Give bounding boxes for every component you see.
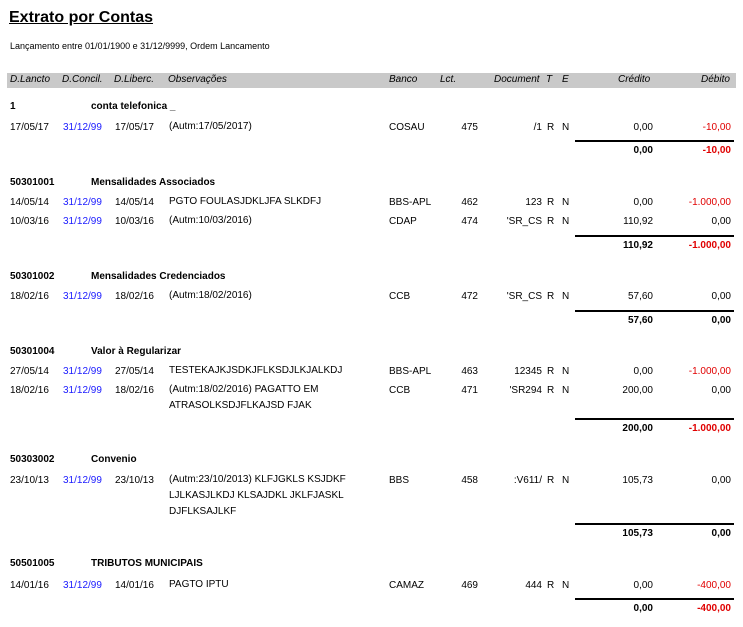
cell-t: R [547,580,555,591]
cell-t: R [547,197,555,208]
cell-concil: 31/12/99 [63,122,102,133]
cell-t: R [547,366,555,377]
cell-banco: BBS-APL [389,197,432,208]
account-total [575,523,734,539]
account-total [575,598,734,614]
report-title: Extrato por Contas [9,9,154,26]
cell-lancto: 23/10/13 [10,475,49,486]
account-name: Mensalidades Associados [91,177,216,188]
cell-liberc: 14/05/14 [115,197,154,208]
cell-lct: 474 [461,216,478,227]
account-group-heading [0,558,743,572]
cell-obs: (Autm:10/03/2016) [169,215,252,226]
total-credito: 105,73 [622,528,653,539]
cell-obs: (Autm:18/02/2016) [169,290,252,301]
cell-e: N [562,580,570,591]
cell-liberc: 14/01/16 [115,580,154,591]
cell-lct: 471 [461,385,478,396]
cell-document: :V611/ [513,475,542,486]
account-name: Valor à Regularizar [91,346,182,357]
cell-e: N [562,122,570,133]
cell-debito: 0,00 [711,216,731,227]
cell-debito: -1.000,00 [688,366,731,377]
col-lct: Lct. [440,74,457,85]
account-code: 50301002 [10,271,55,282]
cell-lancto: 14/01/16 [10,580,49,591]
cell-lct: 462 [461,197,478,208]
cell-banco: CDAP [389,216,417,227]
account-code: 1 [10,101,16,112]
account-code: 50301004 [10,346,55,357]
cell-document: 'SR_CS [506,216,542,227]
cell-t: R [547,475,555,486]
cell-debito: 0,00 [711,475,731,486]
cell-concil: 31/12/99 [63,475,102,486]
cell-banco: CCB [389,291,411,302]
cell-e: N [562,385,570,396]
cell-lancto: 27/05/14 [10,366,49,377]
account-name: TRIBUTOS MUNICIPAIS [91,558,203,569]
column-header-bar [7,73,736,88]
cell-lct: 469 [461,580,478,591]
cell-debito: 0,00 [711,291,731,302]
cell-credito: 200,00 [622,385,653,396]
col-t: T [546,74,553,85]
col-obs: Observações [168,74,227,85]
cell-banco: CAMAZ [389,580,424,591]
cell-e: N [562,216,570,227]
cell-concil: 31/12/99 [63,197,102,208]
cell-credito: 105,73 [622,475,653,486]
cell-lancto: 14/05/14 [10,197,49,208]
cell-lancto: 18/02/16 [10,385,49,396]
cell-lct: 463 [461,366,478,377]
account-total [575,310,734,326]
account-code: 50301001 [10,177,55,188]
cell-lct: 475 [461,122,478,133]
account-group-heading [0,454,743,468]
total-debito: 0,00 [711,315,731,326]
total-credito: 0,00 [633,145,653,156]
cell-credito: 0,00 [633,580,653,591]
account-name: conta telefonica _ [91,101,176,112]
cell-lct: 458 [461,475,478,486]
account-total [575,140,734,156]
cell-obs: PAGTO IPTU [169,579,229,590]
account-group-heading [0,177,743,191]
cell-document: /1 [533,122,542,133]
cell-obs: PGTO FOULASJDKLJFA SLKDFJ [169,196,322,207]
account-group-heading [0,346,743,360]
total-credito: 200,00 [622,423,653,434]
cell-credito: 0,00 [633,197,653,208]
cell-concil: 31/12/99 [63,385,102,396]
cell-credito: 110,92 [623,216,653,227]
account-group-heading [0,271,743,285]
account-name: Convenio [91,454,137,465]
cell-debito: -400,00 [697,580,731,591]
cell-credito: 57,60 [627,291,653,302]
total-credito: 110,92 [622,240,653,251]
cell-e: N [562,197,570,208]
col-e: E [562,74,569,85]
account-group-heading [0,101,743,115]
cell-liberc: 18/02/16 [115,291,154,302]
account-name: Mensalidades Credenciados [91,271,226,282]
total-debito: -1.000,00 [688,423,731,434]
col-debito: Débito [701,74,730,85]
cell-banco: BBS [389,475,410,486]
cell-document: 123 [525,197,542,208]
cell-e: N [562,366,570,377]
total-credito: 0,00 [633,603,653,614]
cell-lancto: 17/05/17 [10,122,49,133]
cell-obs: (Autm:17/05/2017) [169,121,252,132]
col-credito: Crédito [618,74,651,85]
col-banco: Banco [389,74,418,85]
cell-debito: -1.000,00 [688,197,731,208]
cell-debito: -10,00 [702,122,731,133]
cell-liberc: 27/05/14 [115,366,154,377]
cell-obs: (Autm:18/02/2016) PAGATTO EM ATRASOLKSDJFLKAJSD FJAK [169,384,319,411]
cell-banco: CCB [389,385,411,396]
account-code: 50303002 [10,454,55,465]
cell-liberc: 18/02/16 [115,385,154,396]
cell-banco: COSAU [389,122,425,133]
col-lancto: D.Lancto [10,74,51,85]
cell-t: R [547,216,555,227]
col-document: Document [494,74,540,85]
cell-obs: TESTEKAJKJSDKJFLKSDJLKJALKDJ [169,365,343,376]
cell-banco: BBS-APL [389,366,432,377]
cell-credito: 0,00 [633,122,653,133]
account-total [575,418,734,434]
total-debito: -1.000,00 [688,240,731,251]
account-total [575,235,734,251]
cell-t: R [547,385,555,396]
cell-lancto: 10/03/16 [10,216,49,227]
cell-liberc: 23/10/13 [115,475,154,486]
cell-liberc: 17/05/17 [115,122,154,133]
cell-concil: 31/12/99 [63,366,102,377]
col-liberc: D.Liberc. [114,74,155,85]
col-concil: D.Concil. [62,74,103,85]
total-debito: -10,00 [702,145,731,156]
cell-document: 'SR294 [509,385,542,396]
total-credito: 57,60 [627,315,653,326]
total-debito: -400,00 [697,603,731,614]
cell-debito: 0,00 [711,385,731,396]
cell-e: N [562,475,570,486]
total-debito: 0,00 [711,528,731,539]
cell-document: 'SR_CS [506,291,542,302]
cell-t: R [547,122,555,133]
cell-obs: (Autm:23/10/2013) KLFJGKLS KSJDKF LJLKASJLKDJ KLSAJDKL JKLFJASKL DJFLKSAJLKF [169,474,346,517]
cell-t: R [547,291,555,302]
cell-concil: 31/12/99 [63,216,102,227]
account-code: 50501005 [10,558,55,569]
cell-credito: 0,00 [633,366,653,377]
cell-lct: 472 [461,291,478,302]
cell-document: 12345 [514,366,542,377]
cell-document: 444 [525,580,542,591]
cell-concil: 31/12/99 [63,580,102,591]
report-subtitle: Lançamento entre 01/01/1900 e 31/12/9999, Ordem Lancamento [10,41,270,51]
cell-liberc: 10/03/16 [115,216,154,227]
cell-e: N [562,291,570,302]
cell-concil: 31/12/99 [63,291,102,302]
cell-lancto: 18/02/16 [10,291,49,302]
